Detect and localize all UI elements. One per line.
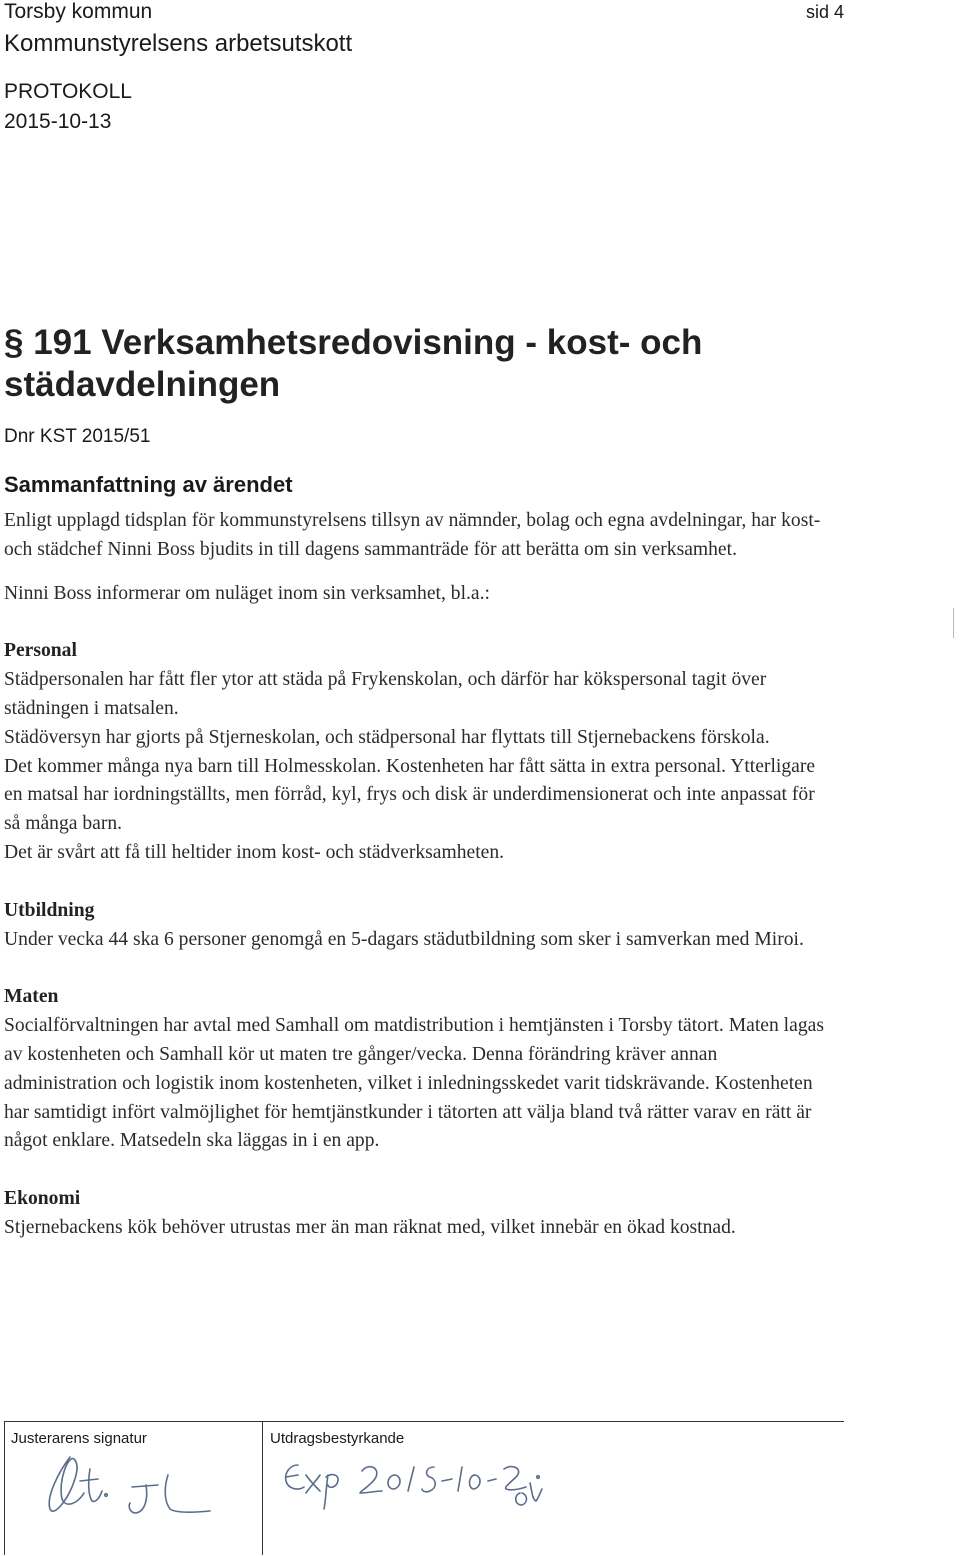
committee-name: Kommunstyrelsens arbetsutskott [4, 30, 353, 57]
item-title: § 191 Verksamhetsredovisning - kost- och städavdelningen [4, 323, 703, 404]
summary-heading: Sammanfattning av ärendet [4, 472, 293, 497]
section-heading-personal: Personal [4, 640, 77, 662]
section-paragraph: Det är svårt att få till heltider inom kost- och städverksamheten. [4, 841, 505, 863]
section-paragraph: Under vecka 44 ska 6 personer genomgå en 5-dagars städutbildning som sker i samverkan med Miroi. [4, 928, 804, 950]
lead-paragraph: Ninni Boss informerar om nuläget inom sin verksamhet, bl.a.: [4, 582, 490, 604]
signature-footer [4, 1421, 844, 1555]
section-paragraph: Städpersonalen har fått fler ytor att städa på Frykenskolan, och därför har kökspersonal tagit över städningen i matsalen. [4, 669, 767, 719]
page-number: sid 4 [805, 2, 844, 22]
utdrag-handwritten-note [276, 1453, 546, 1513]
footer-divider [262, 1421, 263, 1555]
case-number: Dnr KST 2015/51 [4, 426, 151, 447]
footer-rule [4, 1421, 844, 1422]
footer-left-border [4, 1421, 5, 1555]
section-paragraph: Det kommer många nya barn till Holmesskolan. Kostenheten har fått sätta in extra personal. Ytterligare en matsal har iordningställts, men förråd, kyl, frys och disk är underdimensionerat och inte anpassat för så många barn. [4, 755, 816, 835]
utdragsbestyrkande-label: Utdragsbestyrkande [270, 1430, 405, 1447]
document-type: PROTOKOLL [4, 80, 132, 103]
document-date: 2015-10-13 [4, 110, 112, 133]
section-heading-maten: Maten [4, 986, 59, 1008]
section-heading-ekonomi: Ekonomi [4, 1188, 81, 1210]
scan-edge-mark [953, 608, 955, 638]
section-paragraph: Städöversyn har gjorts på Stjerneskolan, och städpersonal har flyttats till Stjernebackens förskola. [4, 726, 770, 748]
section-paragraph: Socialförvaltningen har avtal med Samhall om matdistribution i hemtjänsten i Torsby tätort. Maten lagas av kostenheten och Samhall kör ut maten tre gånger/vecka. Denna förändring kräver annan administration och logistik inom kostenheten, vilket i inledningsskedet varit tidskrävande. Kostenheten har samtidigt infört valmöjlighet för hemtjänstkunder i tätorten att välja bland två rätter varav en rätt är något enklare. Matsedeln ska läggas in i en app. [4, 1015, 824, 1152]
intro-paragraph: Enligt upplagd tidsplan för kommunstyrelsens tillsyn av nämnder, bolag och egna avdelningar, har kost- och städchef Ninni Boss bjudits in till dagens sammanträde för att berätta om sin verksamhet. [4, 510, 821, 560]
section-paragraph: Stjernebackens kök behöver utrustas mer än man räknat med, vilket innebär en ökad kostnad. [4, 1216, 736, 1238]
municipality-name: Torsby kommun [4, 0, 153, 23]
justering-signatures [40, 1451, 230, 1521]
justering-signature-label: Justerarens signatur [11, 1430, 147, 1447]
section-heading-utbildning: Utbildning [4, 899, 95, 921]
summary-body [4, 507, 824, 1243]
